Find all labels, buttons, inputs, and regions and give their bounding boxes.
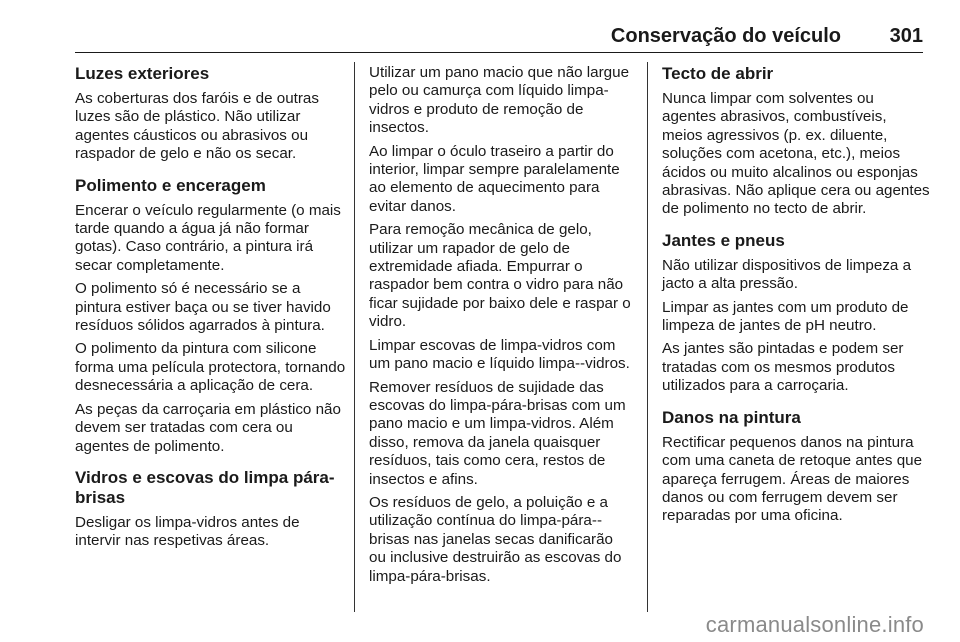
paragraph: As peças da carroçaria em plástico não devem ser tratadas com cera ou agentes de polimento.	[75, 400, 341, 455]
paragraph: Não utilizar dispositivos de limpeza a jacto a alta pressão.	[662, 256, 912, 293]
paragraph: Para remoção mecânica de gelo, utilizar um rapador de gelo de extremidade afiada. Empurrar o raspador bem contra o vidro para não ficar sujidade por baixo dele e raspar o vidro.	[369, 221, 631, 331]
column-right	[662, 64, 930, 531]
paragraph: O polimento da pintura com silicone forma uma película protectora, tornando desnecessária a aplicação de cera.	[75, 340, 346, 395]
section-heading-exterior-lights: Luzes exteriores	[75, 64, 210, 83]
page-header	[75, 22, 923, 53]
column-middle	[369, 64, 633, 591]
page-number: 301	[889, 25, 923, 47]
paragraph: Limpar escovas de limpa-vidros com um pano macio e líquido limpa--vidros.	[369, 336, 630, 373]
paragraph: Utilizar um pano macio que não largue pelo ou camurça com líquido limpa-vidros e produto de remoção de insectos.	[369, 64, 630, 137]
paragraph: O polimento só é necessário se a pintura estiver baça ou se tiver havido resíduos sólidos agarrados à pintura.	[75, 280, 331, 335]
page-title: Conservação do veículo	[610, 25, 841, 47]
section-heading-paint-damage: Danos na pintura	[662, 407, 801, 427]
watermark: carmanualsonline.info	[705, 612, 924, 637]
section-heading-windows-wipers: Vidros e escovas do limpa pára-brisas	[75, 467, 335, 507]
paragraph: Limpar as jantes com um produto de limpeza de jantes de pH neutro.	[662, 298, 909, 335]
paragraph: Rectificar pequenos danos na pintura com uma caneta de retoque antes que apareça ferrugem. Áreas de maiores danos ou com ferrugem devem ser reparadas por uma oficina.	[662, 433, 923, 525]
paragraph: Ao limpar o óculo traseiro a partir do interior, limpar sempre paralelamente ao elemento de aquecimento para evitar danos.	[369, 142, 620, 215]
paragraph: As jantes são pintadas e podem ser tratadas com os mesmos produtos utilizados para a carroçaria.	[662, 340, 904, 395]
paragraph: Remover resíduos de sujidade das escovas do limpa-pára-brisas com um pano macio e um limpa-vidros. Além disso, remova da janela quaisquer resíduos, tais como cera, restos de insectos e afins.	[369, 378, 626, 488]
paragraph: Desligar os limpa-vidros antes de intervir nas respetivas áreas.	[75, 513, 300, 550]
column-left	[75, 64, 347, 556]
section-heading-sunroof: Tecto de abrir	[662, 64, 774, 83]
section-heading-polishing: Polimento e enceragem	[75, 175, 266, 195]
paragraph: Os resíduos de gelo, a poluição e a utilização contínua do limpa-pára--brisas nas janelas secas danificarão ou inclusive destruirão as escovas do limpa-pára-brisas.	[369, 493, 622, 585]
section-heading-wheels-tyres: Jantes e pneus	[662, 230, 785, 250]
paragraph: Nunca limpar com solventes ou agentes abrasivos, combustíveis, meios agressivos (p. ex. diluente, soluções com acetona, etc.), meios ácidos ou muito alcalinos ou esponjas abrasivas. Não aplique cera ou agentes de polimento no tecto de abrir.	[662, 90, 930, 218]
paragraph: As coberturas dos faróis e de outras luzes são de plástico. Não utilizar agentes cáusticos ou abrasivos ou raspador de gelo e não os secar.	[75, 90, 319, 163]
column-divider	[647, 62, 648, 612]
paragraph: Encerar o veículo regularmente (o mais tarde quando a água já não formar gotas). Caso contrário, a pintura irá secar completamente.	[75, 201, 341, 274]
column-divider	[354, 62, 355, 612]
